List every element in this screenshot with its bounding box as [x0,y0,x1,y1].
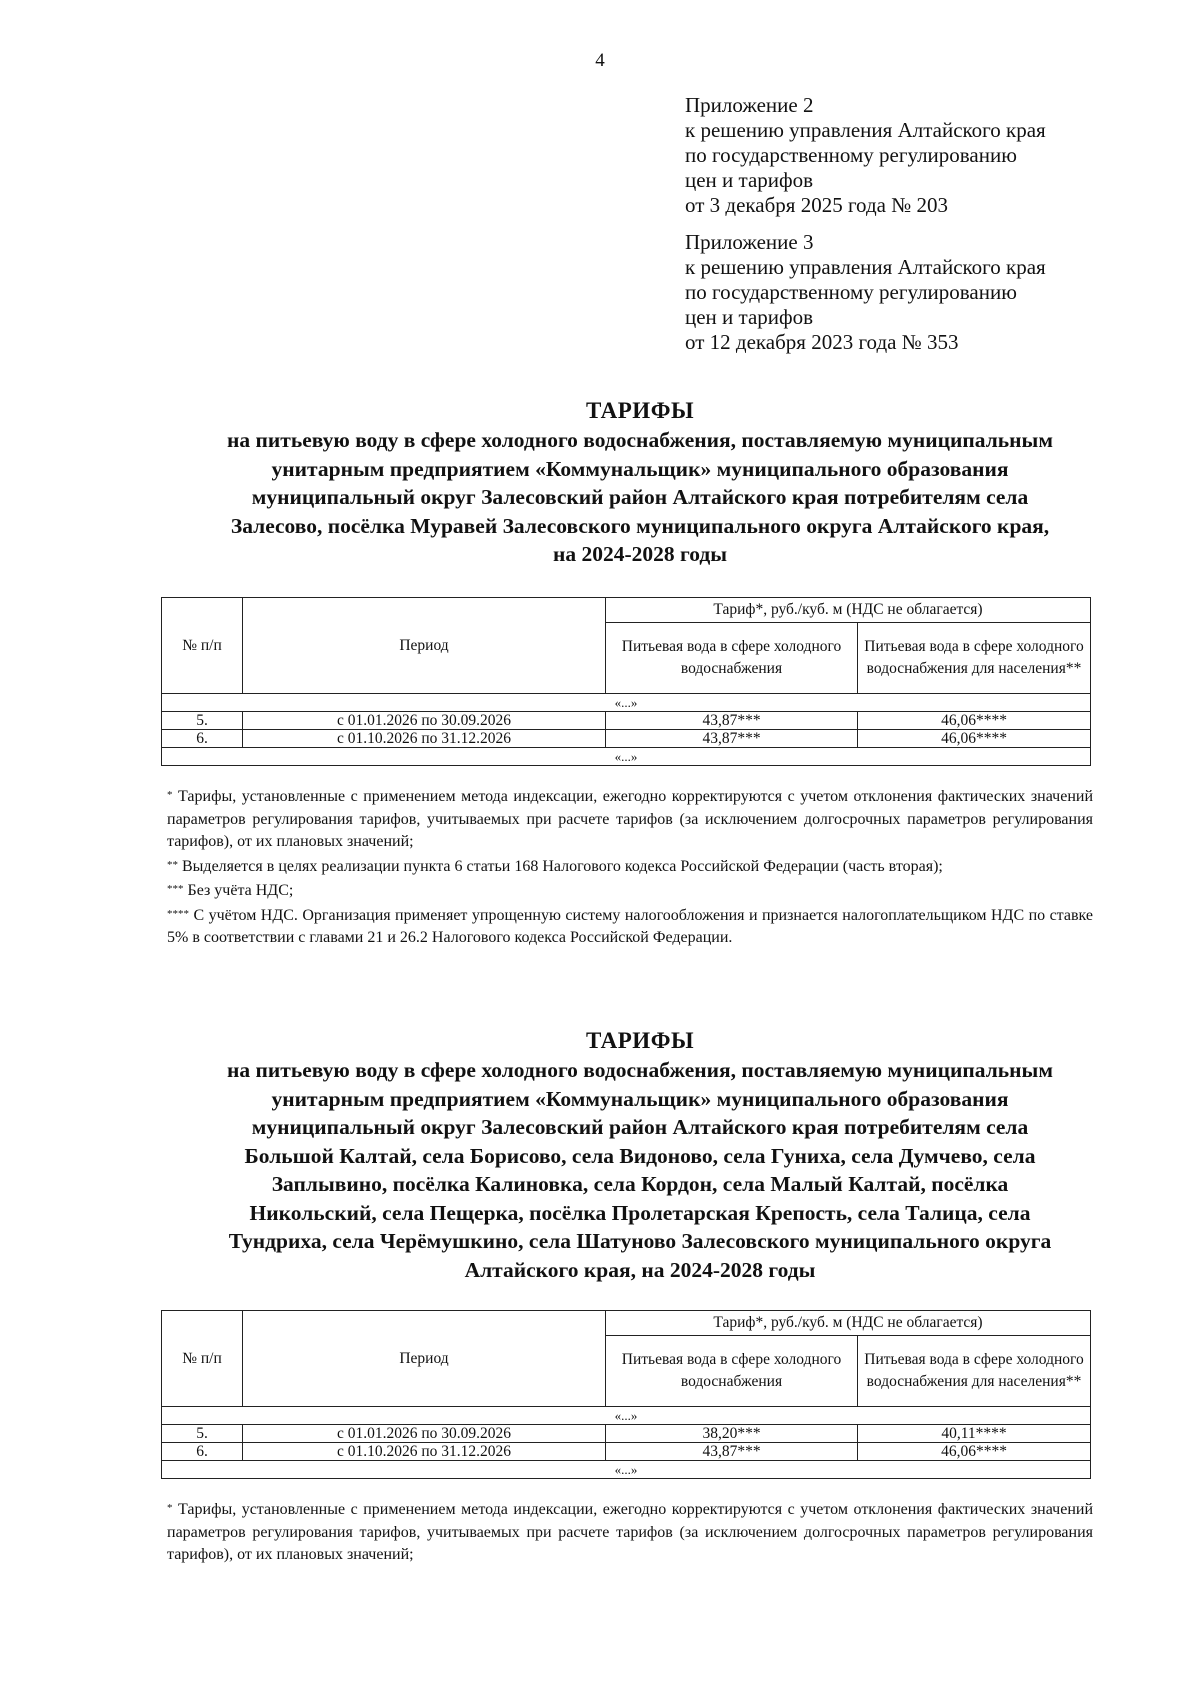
appendix-line: к решению управления Алтайского края [685,118,1046,142]
cell-cold-tariff: 38,20*** [606,1425,858,1443]
footnote [167,1497,1093,1567]
section-2-heading [150,1026,1130,1284]
table-ellipsis: «...» [162,1461,1091,1479]
section-subtitle-line: Залесово, посёлка Муравей Залесовского муниципального округа Алтайского края, [230,513,1050,538]
table-row [162,730,1091,748]
section-subtitle-line: на питьевую воду в сфере холодного водоснабжения, поставляемую муниципальным [227,428,1053,452]
appendix-date: от 3 декабря 2025 года № 203 [685,193,948,217]
section-2-notes [167,1497,1093,1567]
footnote [167,854,1093,879]
cell-number: 6. [162,1443,243,1461]
header-population: Питьевая вода в сфере холодного водоснабжения для населения** [858,1336,1091,1407]
header-number: № п/п [162,1311,243,1407]
section-subtitle-line: унитарным предприятием «Коммунальщик» муниципального образования [271,456,1009,481]
section-subtitle-line: муниципальный округ Залесовский район Алтайского края потребителям села [251,1115,1029,1139]
section-1-notes [167,784,1093,950]
cell-cold-tariff: 43,87*** [606,730,858,748]
header-tariff: Тариф*, руб./куб. м (НДС не облагается) [606,1311,1091,1336]
section-1-heading [150,396,1130,569]
tariff-table-2 [161,1310,1091,1479]
footnote-mark: * [167,1502,173,1514]
cell-population-tariff: 46,06**** [858,730,1091,748]
table-ellipsis: «...» [162,748,1091,766]
section-subtitle-line: Большой Калтай, села Борисово, села Видоново, села Гуниха, села Думчево, села [244,1143,1036,1168]
appendix-line: по государственному регулированию [685,143,1017,167]
cell-period: с 01.01.2026 по 30.09.2026 [243,1425,606,1443]
table-ellipsis: «...» [162,694,1091,712]
header-cold-water: Питьевая вода в сфере холодного водоснабжения [606,1336,858,1407]
section-title: ТАРИФЫ [585,398,695,423]
appendix-2-block [685,93,1165,218]
appendix-title: Приложение 3 [685,230,814,254]
table-ellipsis: «...» [162,1407,1091,1425]
cell-period: с 01.10.2026 по 31.12.2026 [243,1443,606,1461]
footnote [167,878,1093,903]
appendix-title: Приложение 2 [685,93,814,117]
cell-population-tariff: 46,06**** [858,712,1091,730]
section-subtitle-line: унитарным предприятием «Коммунальщик» муниципального образования [271,1086,1009,1111]
cell-population-tariff: 46,06**** [858,1443,1091,1461]
cell-population-tariff: 40,11**** [858,1425,1091,1443]
footnote [167,903,1093,950]
page-number: 4 [595,50,605,71]
cell-period: с 01.10.2026 по 31.12.2026 [243,730,606,748]
footnote-mark: *** [167,883,184,895]
section-subtitle-line: на 2024-2028 годы [552,542,728,566]
footnote [167,784,1093,854]
footnote-text: С учётом НДС. Организация применяет упрощенную систему налогообложения и признается налогоплательщиком НДС по ставке 5% в соответствии с главами 21 и 26.2 Налогового кодекса Российской Федерации. [167,906,1093,946]
table-row [162,1443,1091,1461]
table-row [162,1425,1091,1443]
footnote-text: Без учёта НДС; [187,882,294,899]
footnote-text: Выделяется в целях реализации пункта 6 статьи 168 Налогового кодекса Российской Федерации (часть вторая); [182,857,943,875]
appendix-line: к решению управления Алтайского края [685,255,1046,279]
cell-number: 5. [162,712,243,730]
footnote-mark: **** [167,907,189,920]
appendix-line: по государственному регулированию [685,280,1017,304]
footnote-mark: ** [167,858,178,871]
appendix-line: цен и тарифов [685,168,814,192]
header-period: Период [243,598,606,694]
header-tariff: Тариф*, руб./куб. м (НДС не облагается) [606,598,1091,623]
footnote-text: Тарифы, установленные с применением метода индексации, ежегодно корректируются с учетом отклонения фактических значений параметров регулирования тарифов, учитываемых при расчете тарифов (за исключением долгосрочных параметров регулирования тарифов), от их плановых значений; [167,1501,1094,1563]
footnote-mark: * [167,789,173,801]
section-subtitle-line: муниципальный округ Залесовский район Алтайского края потребителям села [251,485,1029,509]
cell-cold-tariff: 43,87*** [606,1443,858,1461]
footnote-text: Тарифы, установленные с применением метода индексации, ежегодно корректируются с учетом отклонения фактических значений параметров регулирования тарифов, учитываемых при расчете тарифов (за исключением долгосрочных параметров регулирования тарифов), от их плановых значений; [167,788,1094,850]
cell-period: с 01.01.2026 по 30.09.2026 [243,712,606,730]
header-population: Питьевая вода в сфере холодного водоснабжения для населения** [858,623,1091,694]
section-subtitle-line: Никольский, села Пещерка, посёлка Пролетарская Крепость, села Талица, села [249,1200,1031,1225]
section-subtitle-line: Заплывино, посёлка Калиновка, села Кордон, села Малый Калтай, посёлка [271,1172,1009,1196]
cell-number: 6. [162,730,243,748]
section-subtitle-line: Алтайского края, на 2024-2028 годы [464,1257,816,1282]
section-title: ТАРИФЫ [585,1028,695,1053]
header-period: Период [243,1311,606,1407]
appendix-line: цен и тарифов [685,305,814,329]
appendix-3-block [685,230,1165,355]
cell-cold-tariff: 43,87*** [606,712,858,730]
header-cold-water: Питьевая вода в сфере холодного водоснабжения [606,623,858,694]
section-subtitle-line: на питьевую воду в сфере холодного водоснабжения, поставляемую муниципальным [227,1058,1053,1082]
section-subtitle-line: Тундриха, села Черёмушкино, села Шатуново Залесовского муниципального округа [228,1229,1052,1253]
cell-number: 5. [162,1425,243,1443]
header-number: № п/п [162,598,243,694]
appendix-date: от 12 декабря 2023 года № 353 [685,330,959,354]
tariff-table-1 [161,597,1091,766]
table-row [162,712,1091,730]
